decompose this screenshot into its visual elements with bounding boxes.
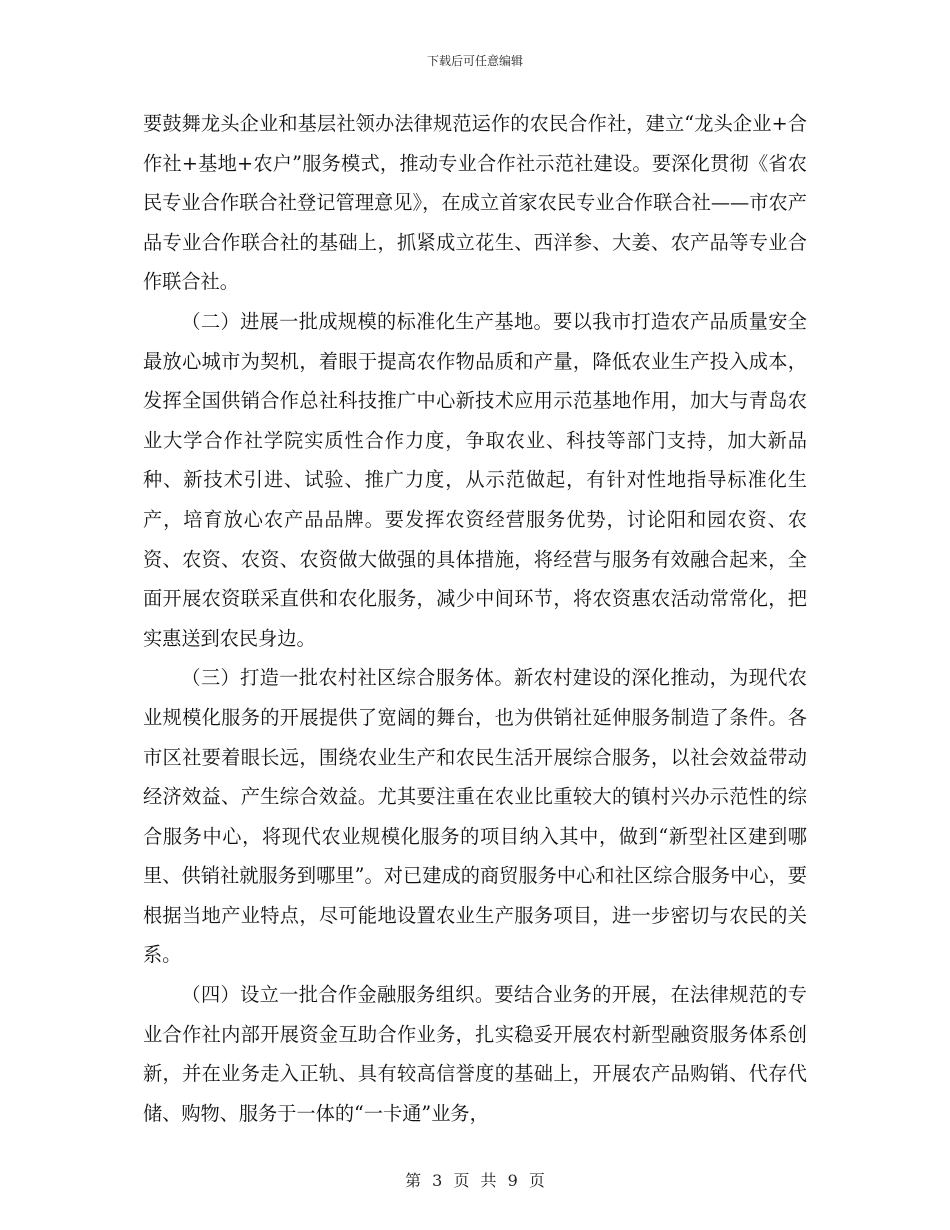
paragraph-3: （三）打造一批农村社区综合服务体。新农村建设的深化推动，为现代农业规模化服务的开展提供了宽阔的舞台，也为供销社延伸服务制造了条件。各市区社要着眼长远，围绕农业生产和农民生活开展综合服务，以社会效益带动经济效益、产生综合效益。尤其要注重在农业比重较大的镇村兴办示范性的综合服务中心，将现代农业规模化服务的项目纳入其中，做到“新型社区建到哪里、供销社就服务到哪里”。对已建成的商贸服务中心和社区综合服务中心，要根据当地产业特点，尽可能地设置农业生产服务项目，进一步密切与农民的关系。 bbox=[143, 666, 807, 967]
document-body bbox=[143, 104, 807, 1133]
paragraph-4: （四）设立一批合作金融服务组织。要结合业务的开展，在法律规范的专业合作社内部开展资金互助合作业务，扎实稳妥开展农村新型融资服务体系创新，并在业务走入正轨、具有较高信誉度的基础上，开展农产品购销、代存代储、购物、服务于一体的“一卡通”业务， bbox=[143, 983, 807, 1125]
paragraph-2: （二）进展一批成规模的标准化生产基地。要以我市打造农产品质量安全最放心城市为契机，着眼于提高农作物品质和产量，降低农业生产投入成本，发挥全国供销合作总社科技推广中心新技术应用示范基地作用，加大与青岛农业大学合作社学院实质性合作力度，争取农业、科技等部门支持，加大新品种、新技术引进、试验、推广力度，从示范做起，有针对性地指导标准化生产，培育放心农产品品牌。要发挥农资经营服务优势，讨论阳和园农资、农资、农资、农资、农资做大做强的具体措施，将经营与服务有效融合起来，全面开展农资联采直供和农化服务，减少中间环节，将农资惠农活动常常化，把实惠送到农民身边。 bbox=[143, 309, 807, 650]
page-header: 下载后可任意编辑 bbox=[426, 54, 523, 68]
paragraph-1: 要鼓舞龙头企业和基层社领办法律规范运作的农民合作社，建立“龙头企业+合作社+基地+农户”服务模式，推动专业合作社示范社建设。要深化贯彻《省农民专业合作联合社登记管理意见》，在成立首家农民专业合作联合社——市农产品专业合作联合社的基础上，抓紧成立花生、西洋参、大姜、农产品等专业合作联合社。 bbox=[143, 112, 807, 294]
page-footer: 第 3 页 共 9 页 bbox=[405, 1171, 545, 1190]
